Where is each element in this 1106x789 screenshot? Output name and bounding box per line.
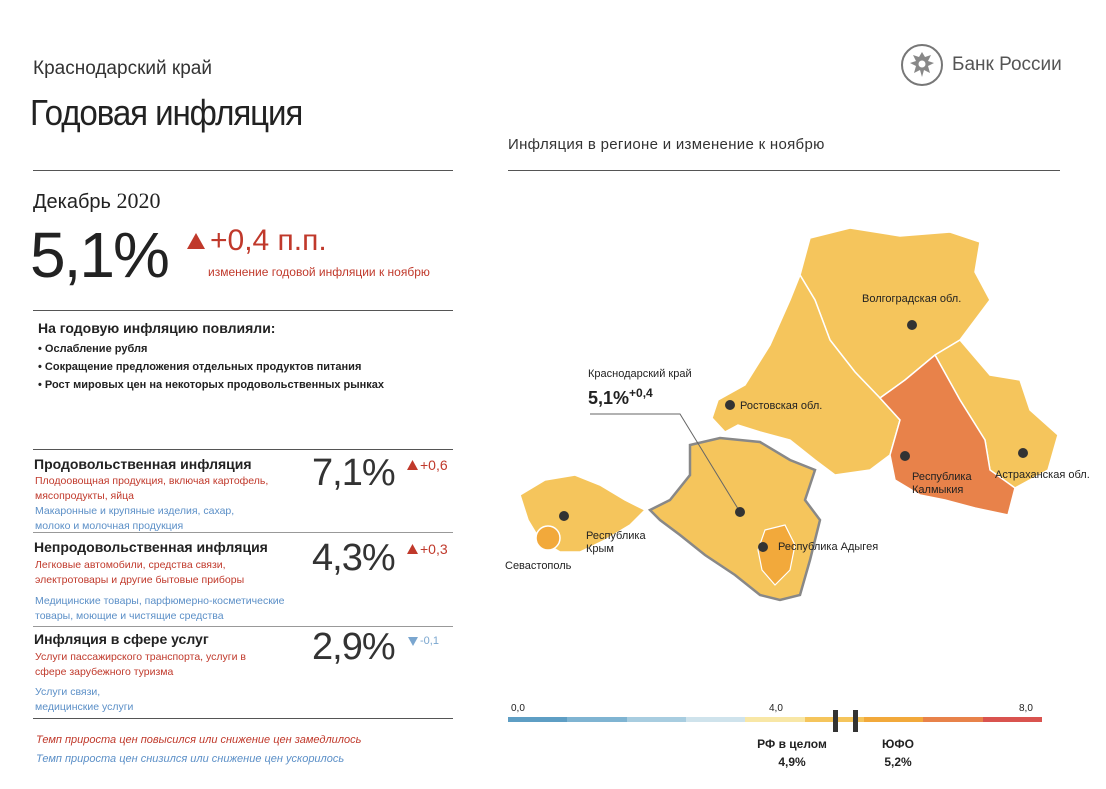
map-label-kalmykia [912,471,972,497]
map-point-crimea [559,511,569,521]
period [33,188,161,214]
category-text-line: медицинские услуги [35,701,134,713]
headline-change-value: +0,4 п.п. [210,224,327,257]
scale-segment [983,717,1042,722]
scale-segment [745,717,804,722]
callout-value [588,386,653,409]
category-text-line: Медицинские товары, парфюмерно-косметические [35,595,285,607]
category-text-line: электротовары и другие бытовые приборы [35,574,245,586]
category-change [408,635,439,647]
bank-logo [900,43,1062,87]
factors-list [38,340,384,394]
category-text-line: Плодоовощная продукция, включая картофель, [35,475,269,487]
rf-marker [833,710,838,732]
map-region-sevastopol [536,526,560,550]
ufo-reference [868,737,928,769]
map-label-crimea [586,530,646,556]
category-change-value: -0,1 [420,635,439,647]
callout-inflation: 5,1% [588,388,630,408]
category-text-line: Услуги связи, [35,686,101,698]
region-name: Краснодарский край [33,58,212,79]
legend-down: Темп прироста цен снизился или снижение цен ускорилось [36,753,345,765]
scale-mid-label: 4,0 [769,703,783,714]
rf-reference [752,737,832,769]
category-change-value: +0,6 [420,457,448,473]
category-down-items [35,685,133,715]
factors-heading: На годовую инфляцию повлияли: [38,320,276,336]
map-point-volgograd [907,320,917,330]
map-label-astrakhan: Астраханская обл. [995,469,1090,481]
triangle-up-icon [407,460,418,470]
category-text-line: товары, моющие и чистящие средства [35,610,224,622]
category-text-line: молоко и молочная продукция [35,520,184,532]
headline-inflation: 5,1% [30,219,168,291]
map-region-krasnodar [650,438,820,600]
category-down-items [35,594,285,624]
category-change [407,457,448,473]
scale-segment [686,717,745,722]
eagle-emblem-icon [900,43,944,87]
category-text-line: сфере зарубежного туризма [35,666,174,678]
category-change [407,541,448,557]
triangle-up-icon [407,544,418,554]
category-text-line: Легковые автомобили, средства связи, [35,559,226,571]
map-point-astrakhan [1018,448,1028,458]
scale-segment [864,717,923,722]
category-title: Продовольственная инфляция [34,456,252,472]
category-value: 2,9% [312,626,395,668]
scale-segment [508,717,567,722]
factor-item: • Рост мировых цен на некоторых продовольственных рынках [38,379,385,391]
divider [33,449,453,450]
callout-region-name: Краснодарский край [588,368,692,380]
scale-segment [627,717,686,722]
scale-min-label: 0,0 [511,703,525,714]
ufo-value: 5,2% [884,755,912,769]
scale-segment [567,717,626,722]
headline-change-note: изменение годовой инфляции к ноябрю [208,265,430,279]
divider [33,310,453,311]
scale-max-label: 8,0 [1019,703,1033,714]
map-label-sevastopol: Севастополь [505,560,572,572]
map-label-line: Республика [912,471,972,483]
category-up-items [35,650,246,680]
map-label-line: Крым [586,543,614,555]
rf-value: 4,9% [778,755,806,769]
page-title: Годовая инфляция [30,92,303,133]
triangle-up-icon [186,232,206,250]
rf-label: РФ в целом [757,737,827,751]
factor-item: • Ослабление рубля [38,343,148,355]
category-text-line: Услуги пассажирского транспорта, услуги в [35,651,246,663]
category-down-items [35,504,234,534]
category-value: 7,1% [312,452,395,494]
callout-change: +0,4 [629,386,653,400]
category-title: Непродовольственная инфляция [34,539,268,555]
map-point-kalmykia [900,451,910,461]
color-scale [508,717,1042,722]
ufo-marker [853,710,858,732]
period-year: 2020 [116,188,161,213]
category-text-line: Макаронные и крупяные изделия, сахар, [35,505,235,517]
triangle-down-icon [408,637,418,646]
map-label-volgograd: Волгоградская обл. [862,293,962,305]
map-point-krasnodar [735,507,745,517]
map-label-line: Республика [586,530,646,542]
map-point-adygea [758,542,768,552]
divider [33,718,453,719]
scale-segment [923,717,982,722]
period-month: Декабрь [33,191,111,213]
bank-name: Банк России [952,54,1062,75]
category-title: Инфляция в сфере услуг [34,631,209,647]
map-title: Инфляция в регионе и изменение к ноябрю [508,136,825,153]
ufo-label: ЮФО [882,737,914,751]
category-up-items [35,558,244,588]
category-up-items [35,474,268,504]
category-change-value: +0,3 [420,541,448,557]
category-text-line: мясопродукты, яйца [35,490,134,502]
map-point-rostov [725,400,735,410]
map-label-rostov: Ростовская обл. [740,400,823,412]
divider [508,170,1060,171]
map-label-line: Калмыкия [912,484,964,496]
divider [33,170,453,171]
map-label-adygea: Республика Адыгея [778,541,879,553]
legend-up: Темп прироста цен повысился или снижение цен замедлилось [36,734,362,746]
divider [33,532,453,533]
factor-item: • Сокращение предложения отдельных продуктов питания [38,361,362,373]
category-value: 4,3% [312,537,395,579]
headline-change [186,224,327,258]
